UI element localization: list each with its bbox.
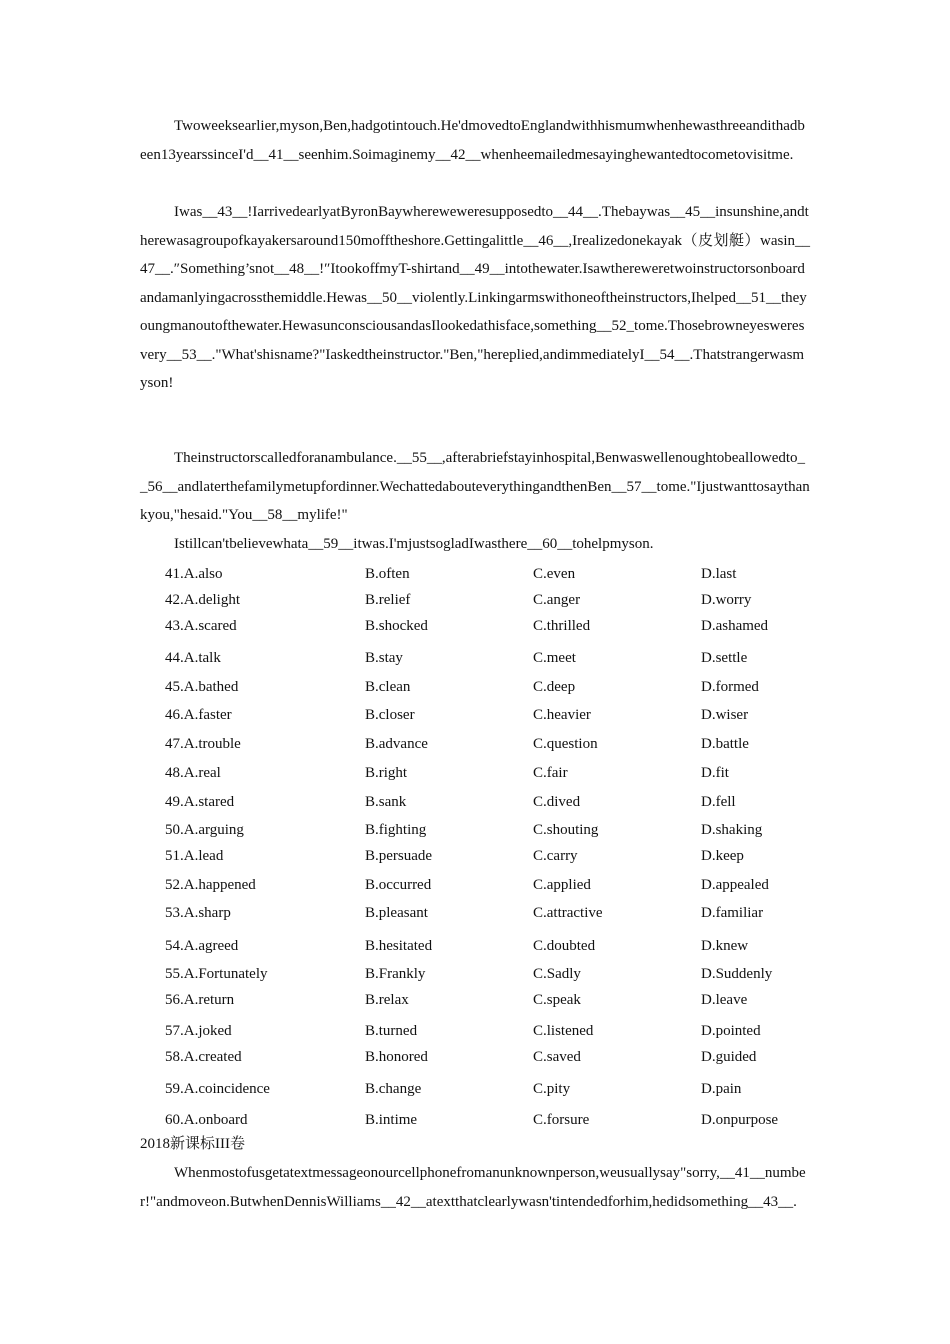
- option-c: C.anger: [533, 592, 581, 608]
- option-b: B.shocked: [365, 618, 428, 634]
- option-b: B.change: [365, 1081, 422, 1097]
- option-d: D.fit: [701, 765, 729, 781]
- option-d: D.wiser: [701, 707, 749, 723]
- option-a: 53.A.sharp: [165, 905, 231, 921]
- option-c: C.doubted: [533, 938, 596, 954]
- passage-paragraph-1: Twoweeksearlier,myson,Ben,hadgotintouch.He'dmovedtoEnglandwithhismumwhenhewasthreeandithadbeen13yearssinceI'd__41__seenhim.Soimaginemy__42__whenheemailedmesayinghewantedtocometovisitme.: [140, 118, 805, 163]
- option-row: [0, 676, 950, 698]
- option-row: [0, 1078, 950, 1100]
- option-row: [0, 762, 950, 784]
- option-b: B.Frankly: [365, 966, 426, 982]
- option-row: [0, 647, 950, 669]
- option-c: C.speak: [533, 992, 581, 1008]
- option-b: B.pleasant: [365, 905, 428, 921]
- option-a: 55.A.Fortunately: [165, 966, 268, 982]
- option-row: [0, 845, 950, 867]
- option-a: 47.A.trouble: [165, 736, 241, 752]
- option-d: D.knew: [701, 938, 749, 954]
- option-row: [0, 874, 950, 896]
- option-a: 59.A.coincidence: [165, 1081, 270, 1097]
- option-a: 52.A.happened: [165, 877, 256, 893]
- option-row: [0, 1046, 950, 1068]
- option-c: C.applied: [533, 877, 591, 893]
- option-d: D.guided: [701, 1049, 757, 1065]
- option-a: 48.A.real: [165, 765, 221, 781]
- option-row: [0, 733, 950, 755]
- option-a: 50.A.arguing: [165, 822, 244, 838]
- option-d: D.appealed: [701, 877, 769, 893]
- option-b: B.relief: [365, 592, 411, 608]
- option-a: 54.A.agreed: [165, 938, 239, 954]
- option-c: C.Sadly: [533, 966, 581, 982]
- option-d: D.onpurpose: [701, 1112, 779, 1128]
- option-c: C.meet: [533, 650, 576, 666]
- option-c: C.saved: [533, 1049, 581, 1065]
- option-c: C.listened: [533, 1023, 594, 1039]
- option-b: B.persuade: [365, 848, 433, 864]
- option-row: [0, 902, 950, 924]
- option-b: B.occurred: [365, 877, 432, 893]
- option-b: B.honored: [365, 1049, 428, 1065]
- option-b: B.sank: [365, 794, 407, 810]
- option-c: C.heavier: [533, 707, 591, 723]
- option-a: 58.A.created: [165, 1049, 242, 1065]
- option-row: [0, 989, 950, 1011]
- option-d: D.keep: [701, 848, 744, 864]
- option-a: 56.A.return: [165, 992, 235, 1008]
- option-row: [0, 1109, 950, 1131]
- option-b: B.relax: [365, 992, 409, 1008]
- option-b: B.intime: [365, 1112, 418, 1128]
- passage-paragraph-4: Istillcan'tbelievewhata__59__itwas.I'mjustsogladIwasthere__60__tohelpmyson.: [174, 536, 654, 552]
- option-row: [0, 563, 950, 585]
- option-a: 49.A.stared: [165, 794, 235, 810]
- option-c: C.attractive: [533, 905, 603, 921]
- passage-paragraph-3: Theinstructorscalledforanambulance.__55__,afterabriefstayinhospital,Benwaswellenoughtobeallowedto__56__andlaterthefamilymetupfordinner.WechattedabouteverythingandthenBen__57__tome."Ijustwanttosaythankyou,"hesaid."You__58__mylife!": [140, 450, 810, 523]
- option-d: D.worry: [701, 592, 752, 608]
- option-b: B.clean: [365, 679, 411, 695]
- option-b: B.right: [365, 765, 408, 781]
- option-c: C.shouting: [533, 822, 599, 838]
- option-d: D.shaking: [701, 822, 763, 838]
- option-a: 41.A.also: [165, 566, 223, 582]
- option-c: C.dived: [533, 794, 581, 810]
- option-row: [0, 819, 950, 841]
- option-row: [0, 963, 950, 985]
- option-d: D.pain: [701, 1081, 742, 1097]
- option-c: C.forsure: [533, 1112, 590, 1128]
- option-row: [0, 589, 950, 611]
- option-d: D.ashamed: [701, 618, 769, 634]
- option-c: C.carry: [533, 848, 578, 864]
- option-d: D.settle: [701, 650, 748, 666]
- option-d: D.leave: [701, 992, 748, 1008]
- option-a: 45.A.bathed: [165, 679, 239, 695]
- option-c: C.thrilled: [533, 618, 591, 634]
- option-a: 57.A.joked: [165, 1023, 232, 1039]
- option-d: D.familiar: [701, 905, 764, 921]
- option-c: C.even: [533, 566, 576, 582]
- option-d: D.formed: [701, 679, 759, 695]
- option-b: B.advance: [365, 736, 428, 752]
- option-b: B.often: [365, 566, 410, 582]
- option-a: 60.A.onboard: [165, 1112, 248, 1128]
- option-row: [0, 1020, 950, 1042]
- option-b: B.closer: [365, 707, 415, 723]
- option-row: [0, 615, 950, 637]
- option-a: 42.A.delight: [165, 592, 240, 608]
- option-a: 51.A.lead: [165, 848, 224, 864]
- option-a: 46.A.faster: [165, 707, 232, 723]
- option-row: [0, 935, 950, 957]
- option-d: D.Suddenly: [701, 966, 773, 982]
- option-b: B.fighting: [365, 822, 427, 838]
- option-a: 44.A.talk: [165, 650, 221, 666]
- option-row: [0, 704, 950, 726]
- option-a: 43.A.scared: [165, 618, 237, 634]
- option-d: D.pointed: [701, 1023, 761, 1039]
- option-c: C.fair: [533, 765, 568, 781]
- option-c: C.question: [533, 736, 598, 752]
- option-c: C.deep: [533, 679, 576, 695]
- option-d: D.fell: [701, 794, 736, 810]
- option-row: [0, 791, 950, 813]
- passage-paragraph-2: Iwas__43__!IarrivedearlyatByronBaywhereweweresupposedto__44__.Thebaywas__45__insunshine,andtherewasagroupofkayakersaround150mofftheshore.Gettingalittle__46__,Irealizedonekayak（皮划艇）wasin__47__.″Something’snot__48__!″ItookoffmyT-shirtand__49__intothewater.Isawthereweretwoinstructorsonboardandamanlyingacrossthemiddle.Hewas__50__violently.Linkingarmswithoneoftheinstructors,Ihelped__51__theyoungmanoutofthewater.HewasunconsciousandasIlookedathisface,something__52_tome.Thosebrowneyesweresvery__53__."What'shisname?"Iaskedtheinstructor."Ben,"hereplied,andimmediatelyI__54__.Thatstrangerwasmyson!: [140, 204, 810, 391]
- option-b: B.hesitated: [365, 938, 433, 954]
- section-heading: 2018新课标III卷: [140, 1136, 245, 1152]
- option-b: B.turned: [365, 1023, 418, 1039]
- option-d: D.last: [701, 566, 737, 582]
- option-b: B.stay: [365, 650, 403, 666]
- option-d: D.battle: [701, 736, 749, 752]
- option-c: C.pity: [533, 1081, 571, 1097]
- next-passage-paragraph-1: Whenmostofusgetatextmessageonourcellphonefromanunknownperson,weusuallysay"sorry,__41__number!"andmoveon.ButwhenDennisWilliams__42__atextthatclearlywasn'tintendedforhim,hedidsomething__43__.: [140, 1165, 806, 1210]
